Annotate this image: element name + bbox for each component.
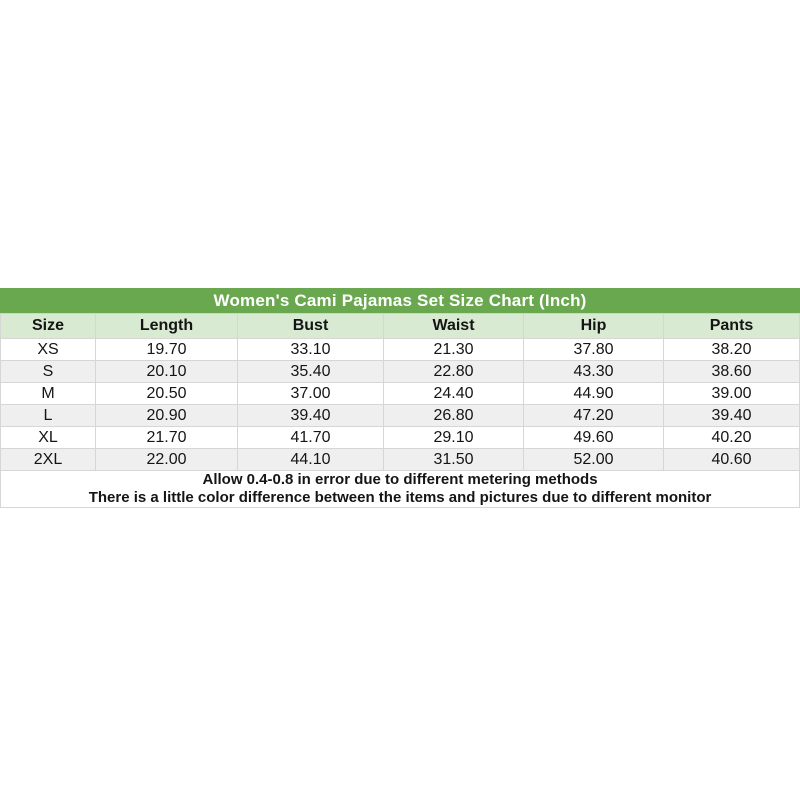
length-cell: 19.70 xyxy=(96,339,238,361)
pants-cell: 39.00 xyxy=(664,383,800,405)
waist-cell: 22.80 xyxy=(384,361,524,383)
length-cell: 20.10 xyxy=(96,361,238,383)
size-cell: XL xyxy=(1,427,96,449)
waist-cell: 26.80 xyxy=(384,405,524,427)
column-header-hip: Hip xyxy=(524,314,664,339)
bust-cell: 37.00 xyxy=(238,383,384,405)
table-row-s xyxy=(1,361,800,383)
column-header-row xyxy=(1,314,800,339)
notes-row xyxy=(1,471,800,508)
notes-cell xyxy=(1,471,800,508)
bust-cell: 41.70 xyxy=(238,427,384,449)
pants-cell: 39.40 xyxy=(664,405,800,427)
waist-cell: 24.40 xyxy=(384,383,524,405)
hip-cell: 52.00 xyxy=(524,449,664,471)
note-line-color-difference: There is a little color difference between the items and pictures due to different monitor xyxy=(88,489,712,506)
waist-cell: 21.30 xyxy=(384,339,524,361)
size-chart-table xyxy=(0,288,800,508)
bust-cell: 44.10 xyxy=(238,449,384,471)
waist-cell: 31.50 xyxy=(384,449,524,471)
size-cell: M xyxy=(1,383,96,405)
length-cell: 21.70 xyxy=(96,427,238,449)
hip-cell: 44.90 xyxy=(524,383,664,405)
pants-cell: 38.60 xyxy=(664,361,800,383)
length-cell: 20.90 xyxy=(96,405,238,427)
size-cell: XS xyxy=(1,339,96,361)
bust-cell: 39.40 xyxy=(238,405,384,427)
length-cell: 20.50 xyxy=(96,383,238,405)
column-header-pants: Pants xyxy=(664,314,800,339)
size-cell: 2XL xyxy=(1,449,96,471)
hip-cell: 47.20 xyxy=(524,405,664,427)
chart-title-row xyxy=(1,289,800,314)
column-header-length: Length xyxy=(96,314,238,339)
bust-cell: 35.40 xyxy=(238,361,384,383)
table-row-xl xyxy=(1,427,800,449)
length-cell: 22.00 xyxy=(96,449,238,471)
hip-cell: 43.30 xyxy=(524,361,664,383)
size-cell: S xyxy=(1,361,96,383)
pants-cell: 40.60 xyxy=(664,449,800,471)
size-cell: L xyxy=(1,405,96,427)
column-header-bust: Bust xyxy=(238,314,384,339)
chart-title: Women's Cami Pajamas Set Size Chart (Inch) xyxy=(1,289,800,314)
note-line-error-tolerance: Allow 0.4-0.8 in error due to different metering methods xyxy=(202,471,598,488)
table-row-2xl xyxy=(1,449,800,471)
hip-cell: 49.60 xyxy=(524,427,664,449)
column-header-waist: Waist xyxy=(384,314,524,339)
column-header-size: Size xyxy=(1,314,96,339)
table-row-m xyxy=(1,383,800,405)
bust-cell: 33.10 xyxy=(238,339,384,361)
pants-cell: 38.20 xyxy=(664,339,800,361)
table-row-xs xyxy=(1,339,800,361)
table-row-l xyxy=(1,405,800,427)
pants-cell: 40.20 xyxy=(664,427,800,449)
hip-cell: 37.80 xyxy=(524,339,664,361)
waist-cell: 29.10 xyxy=(384,427,524,449)
